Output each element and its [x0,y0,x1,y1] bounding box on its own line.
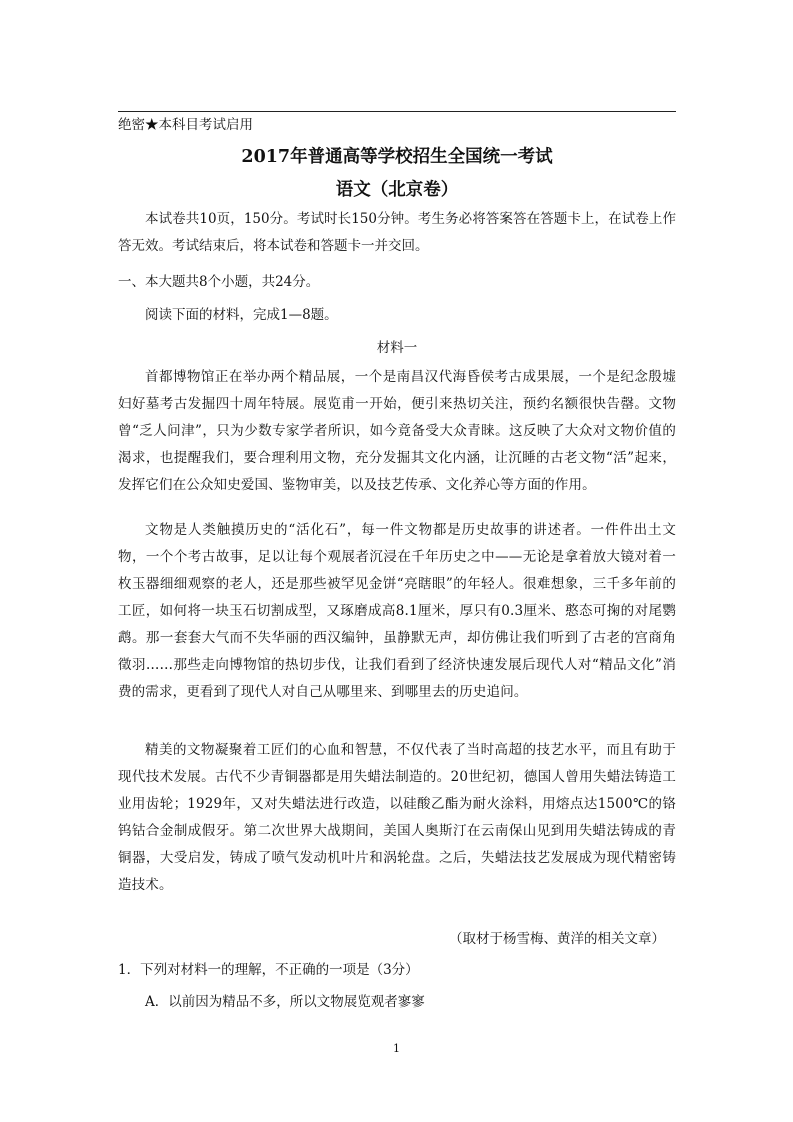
material-paragraph-1: 首都博物馆正在举办两个精品展，一个是南昌汉代海昏侯考古成果展，一个是纪念殷墟妇好墓考古发掘四十周年特展。展览甫一开始，便引来热切关注，预约名额很快告罄。文物曾“乏人问津”，只为少数专家学者所识，如今竟备受大众青睐。这反映了大众对文物价值的渴求，也提醒我们，要合理利用文物，充分发掘其文化内涵，让沉睡的古老文物“活”起来，发挥它们在公众知史爱国、鉴物审美，以及技艺传承、文化养心等方面的作用。 [118,369,676,493]
section-one-heading: 一、本大题共8个小题，共24分。 [118,274,320,290]
exam-title: 2017年普通高等学校招生全国统一考试 [241,147,553,167]
exam-instructions: 本试卷共10页，150分。考试时长150分钟。考生务必将答案答在答题卡上，在试卷上作答无效。考试结束后，将本试卷和答题卡一并交回。 [118,211,676,254]
question-1-option-a: A．以前因为精品不多，所以文物展览观者寥寥 [145,994,425,1010]
header-rule [118,111,676,112]
material-source: （取材于杨雪梅、黄洋的相关文章） [449,931,665,947]
confidential-label: 绝密★本科目考试启用 [118,117,253,133]
question-1-stem: 1．下列对材料一的理解，不正确的一项是（3分） [118,962,419,978]
material-paragraph-3: 精美的文物凝聚着工匠们的心血和智慧，不仅代表了当时高超的技艺水平，而且有助于现代技术发展。古代不少青铜器都是用失蜡法制造的。20世纪初，德国人曾用失蜡法铸造工业用齿轮；1929年，又对失蜡法进行改造，以硅酸乙酯为耐火涂料，用熔点达1500℃的铬钨钴合金制成假牙。第二次世界大战期间，美国人奥斯汀在云南保山见到用失蜡法铸成的青铜器，大受启发，铸成了喷气发动机叶片和涡轮盘。之后，失蜡法技艺发展成为现代精密铸造技术。 [118,742,676,893]
page-number: 1 [393,1042,400,1055]
section-one-directive: 阅读下面的材料，完成1—8题。 [145,307,338,323]
material-one-title: 材料一 [376,340,418,356]
exam-subtitle: 语文（北京卷） [335,180,459,200]
material-paragraph-2: 文物是人类触摸历史的“活化石”，每一件文物都是历史故事的讲述者。一件件出土文物，一个个考古故事，足以让每个观展者沉浸在千年历史之中——无论是拿着放大镜对着一枚玉器细细观察的老人，还是那些被罕见金饼“亮瞎眼”的年轻人。很难想象，三千多年前的工匠，如何将一块玉石切割成型，又琢磨成高8.1厘米，厚只有0.3厘米、憨态可掬的对尾鹦鹉。那一套套大气而不失华丽的西汉编钟，虽静默无声，却仿佛让我们听到了古老的宫商角徵羽……那些走向博物馆的热切步伐，让我们看到了经济快速发展后现代人对“精品文化”消费的需求，更看到了现代人对自己从哪里来、到哪里去的历史追问。 [118,522,676,700]
